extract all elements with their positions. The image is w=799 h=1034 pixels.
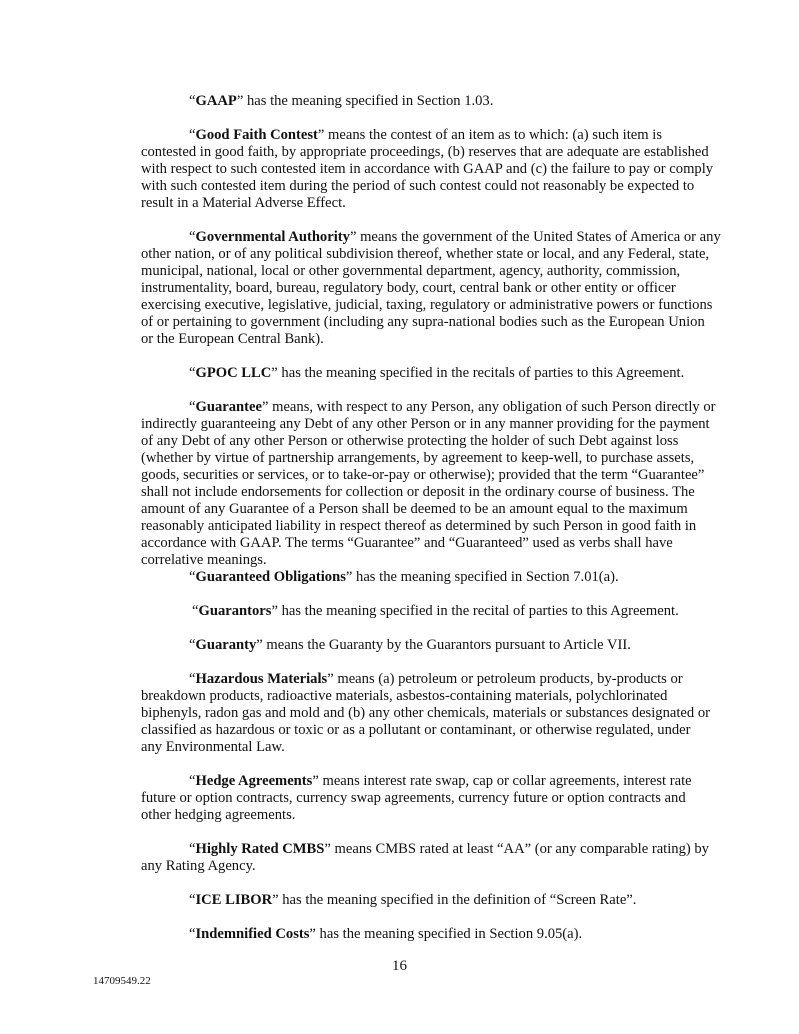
definition-text-line: breakdown products, radioactive materials, asbestos-containing materials, polychlorinated (141, 688, 668, 704)
definition-text-line: correlative meanings. (141, 552, 267, 568)
definition-gaap (189, 93, 493, 110)
definition-text: ” has the meaning specified in Section 7.01(a). (345, 569, 619, 585)
definition-text-line: other nation, or of any political subdivision thereof, whether state or local, and any Federal, state, (141, 246, 710, 262)
definition-text-line: of any Debt of any other Person or otherwise protecting the holder of such Debt against loss (141, 433, 679, 449)
definition-text-line: of or pertaining to government (including any supra-national bodies such as the European Union (141, 314, 705, 330)
definition-text: ” means, with respect to any Person, any obligation of such Person directly or (261, 399, 716, 415)
definition-text-line: future or option contracts, currency swap agreements, currency future or option contracts and (141, 790, 686, 806)
defined-term: ICE LIBOR (195, 892, 273, 908)
open-quote: “ (189, 93, 196, 109)
definition-governmental-authority (189, 229, 721, 246)
open-quote: “ (189, 365, 196, 381)
definition-text-line: accordance with GAAP. The terms “Guarantee” and “Guaranteed” used as verbs shall have (141, 535, 673, 551)
definition-hazardous-materials (189, 671, 683, 688)
defined-term: GAAP (195, 93, 237, 109)
definition-text-line: indirectly guaranteeing any Debt of any other Person or in any manner providing for the payment (141, 416, 710, 432)
open-quote: “ (189, 671, 196, 687)
open-quote: “ (189, 841, 196, 857)
open-quote: “ (189, 637, 196, 653)
open-quote: “ (189, 773, 196, 789)
definition-text-line: with such contested item during the period of such contest could not reasonably be expected to (141, 178, 695, 194)
definition-ice-libor (189, 892, 636, 909)
definition-guaranteed-obligations (189, 569, 619, 586)
definition-hedge-agreements (189, 773, 692, 790)
definition-text: ” means interest rate swap, cap or collar agreements, interest rate (312, 773, 692, 789)
definition-text: ” means the contest of an item as to which: (a) such item is (317, 127, 662, 143)
definition-text-line: municipal, national, local or other governmental department, agency, authority, commission, (141, 263, 681, 279)
definition-text: ” has the meaning specified in Section 1.03. (236, 93, 494, 109)
definition-text-line: instrumentality, board, bureau, regulatory body, court, central bank or other entity or officer (141, 280, 676, 296)
definition-text: ” means the Guaranty by the Guarantors pursuant to Article VII. (256, 637, 631, 653)
definition-text-line: goods, securities or services, or to take-or-pay or otherwise); provided that the term “Guarantee” (141, 467, 705, 483)
definition-text-line: biphenyls, radon gas and mold and (b) any other chemicals, materials or substances designated or (141, 705, 710, 721)
definition-text-line: (whether by virtue of partnership arrangements, by agreement to keep-well, to purchase assets, (141, 450, 695, 466)
definition-text: ” has the meaning specified in the recitals of parties to this Agreement. (271, 365, 685, 381)
defined-term: Guaranteed Obligations (195, 569, 346, 585)
definition-text-line: shall not include endorsements for collection or deposit in the ordinary course of business. The (141, 484, 695, 500)
document-id: 14709549.22 (93, 975, 151, 987)
definition-text-line: any Environmental Law. (141, 739, 285, 755)
definition-text-line: or the European Central Bank). (141, 331, 324, 347)
definition-text-line: exercising executive, legislative, judicial, taxing, regulatory or administrative powers or functions (141, 297, 713, 313)
definition-text-line: any Rating Agency. (141, 858, 256, 874)
definition-text: ” has the meaning specified in Section 9.05(a). (309, 926, 583, 942)
open-quote: “ (189, 127, 196, 143)
definition-good-faith-contest (189, 127, 662, 144)
definition-text-line: other hedging agreements. (141, 807, 296, 823)
page-number: 16 (392, 958, 407, 974)
defined-term: Governmental Authority (195, 229, 350, 245)
defined-term: Hedge Agreements (195, 773, 313, 789)
definition-text: ” has the meaning specified in the definition of “Screen Rate”. (272, 892, 637, 908)
definition-guarantors (192, 603, 679, 620)
definition-indemnified-costs (189, 926, 582, 943)
open-quote: “ (189, 926, 196, 942)
definition-text-line: with respect to such contested item in accordance with GAAP and (c) the failure to pay or comply (141, 161, 714, 177)
definition-text: ” has the meaning specified in the recital of parties to this Agreement. (271, 603, 679, 619)
defined-term: GPOC LLC (195, 365, 272, 381)
open-quote: “ (192, 603, 199, 619)
definition-text: ” means the government of the United States of America or any (349, 229, 721, 245)
definition-text: ” means CMBS rated at least “AA” (or any comparable rating) by (324, 841, 709, 857)
definition-guarantee (189, 399, 716, 416)
defined-term: Guaranty (195, 637, 257, 653)
defined-term: Indemnified Costs (195, 926, 310, 942)
defined-term: Guarantors (198, 603, 272, 619)
open-quote: “ (189, 399, 196, 415)
definition-text-line: result in a Material Adverse Effect. (141, 195, 346, 211)
open-quote: “ (189, 569, 196, 585)
open-quote: “ (189, 229, 196, 245)
definition-text-line: amount of any Guarantee of a Person shall be deemed to be an amount equal to the maximum (141, 501, 688, 517)
definition-text-line: reasonably anticipated liability in respect thereof as determined by such Person in good faith in (141, 518, 697, 534)
defined-term: Good Faith Contest (195, 127, 318, 143)
definition-highly-rated-cmbs (189, 841, 709, 858)
defined-term: Highly Rated CMBS (195, 841, 325, 857)
defined-term: Guarantee (195, 399, 262, 415)
definition-text-line: contested in good faith, by appropriate proceedings, (b) reserves that are adequate are established (141, 144, 709, 160)
open-quote: “ (189, 892, 196, 908)
definition-guaranty (189, 637, 631, 654)
definition-text: ” means (a) petroleum or petroleum products, by-products or (327, 671, 683, 687)
definition-gpoc-llc (189, 365, 684, 382)
defined-term: Hazardous Materials (195, 671, 328, 687)
definition-text-line: classified as hazardous or toxic or as a pollutant or contaminant, or otherwise regulated, under (141, 722, 691, 738)
